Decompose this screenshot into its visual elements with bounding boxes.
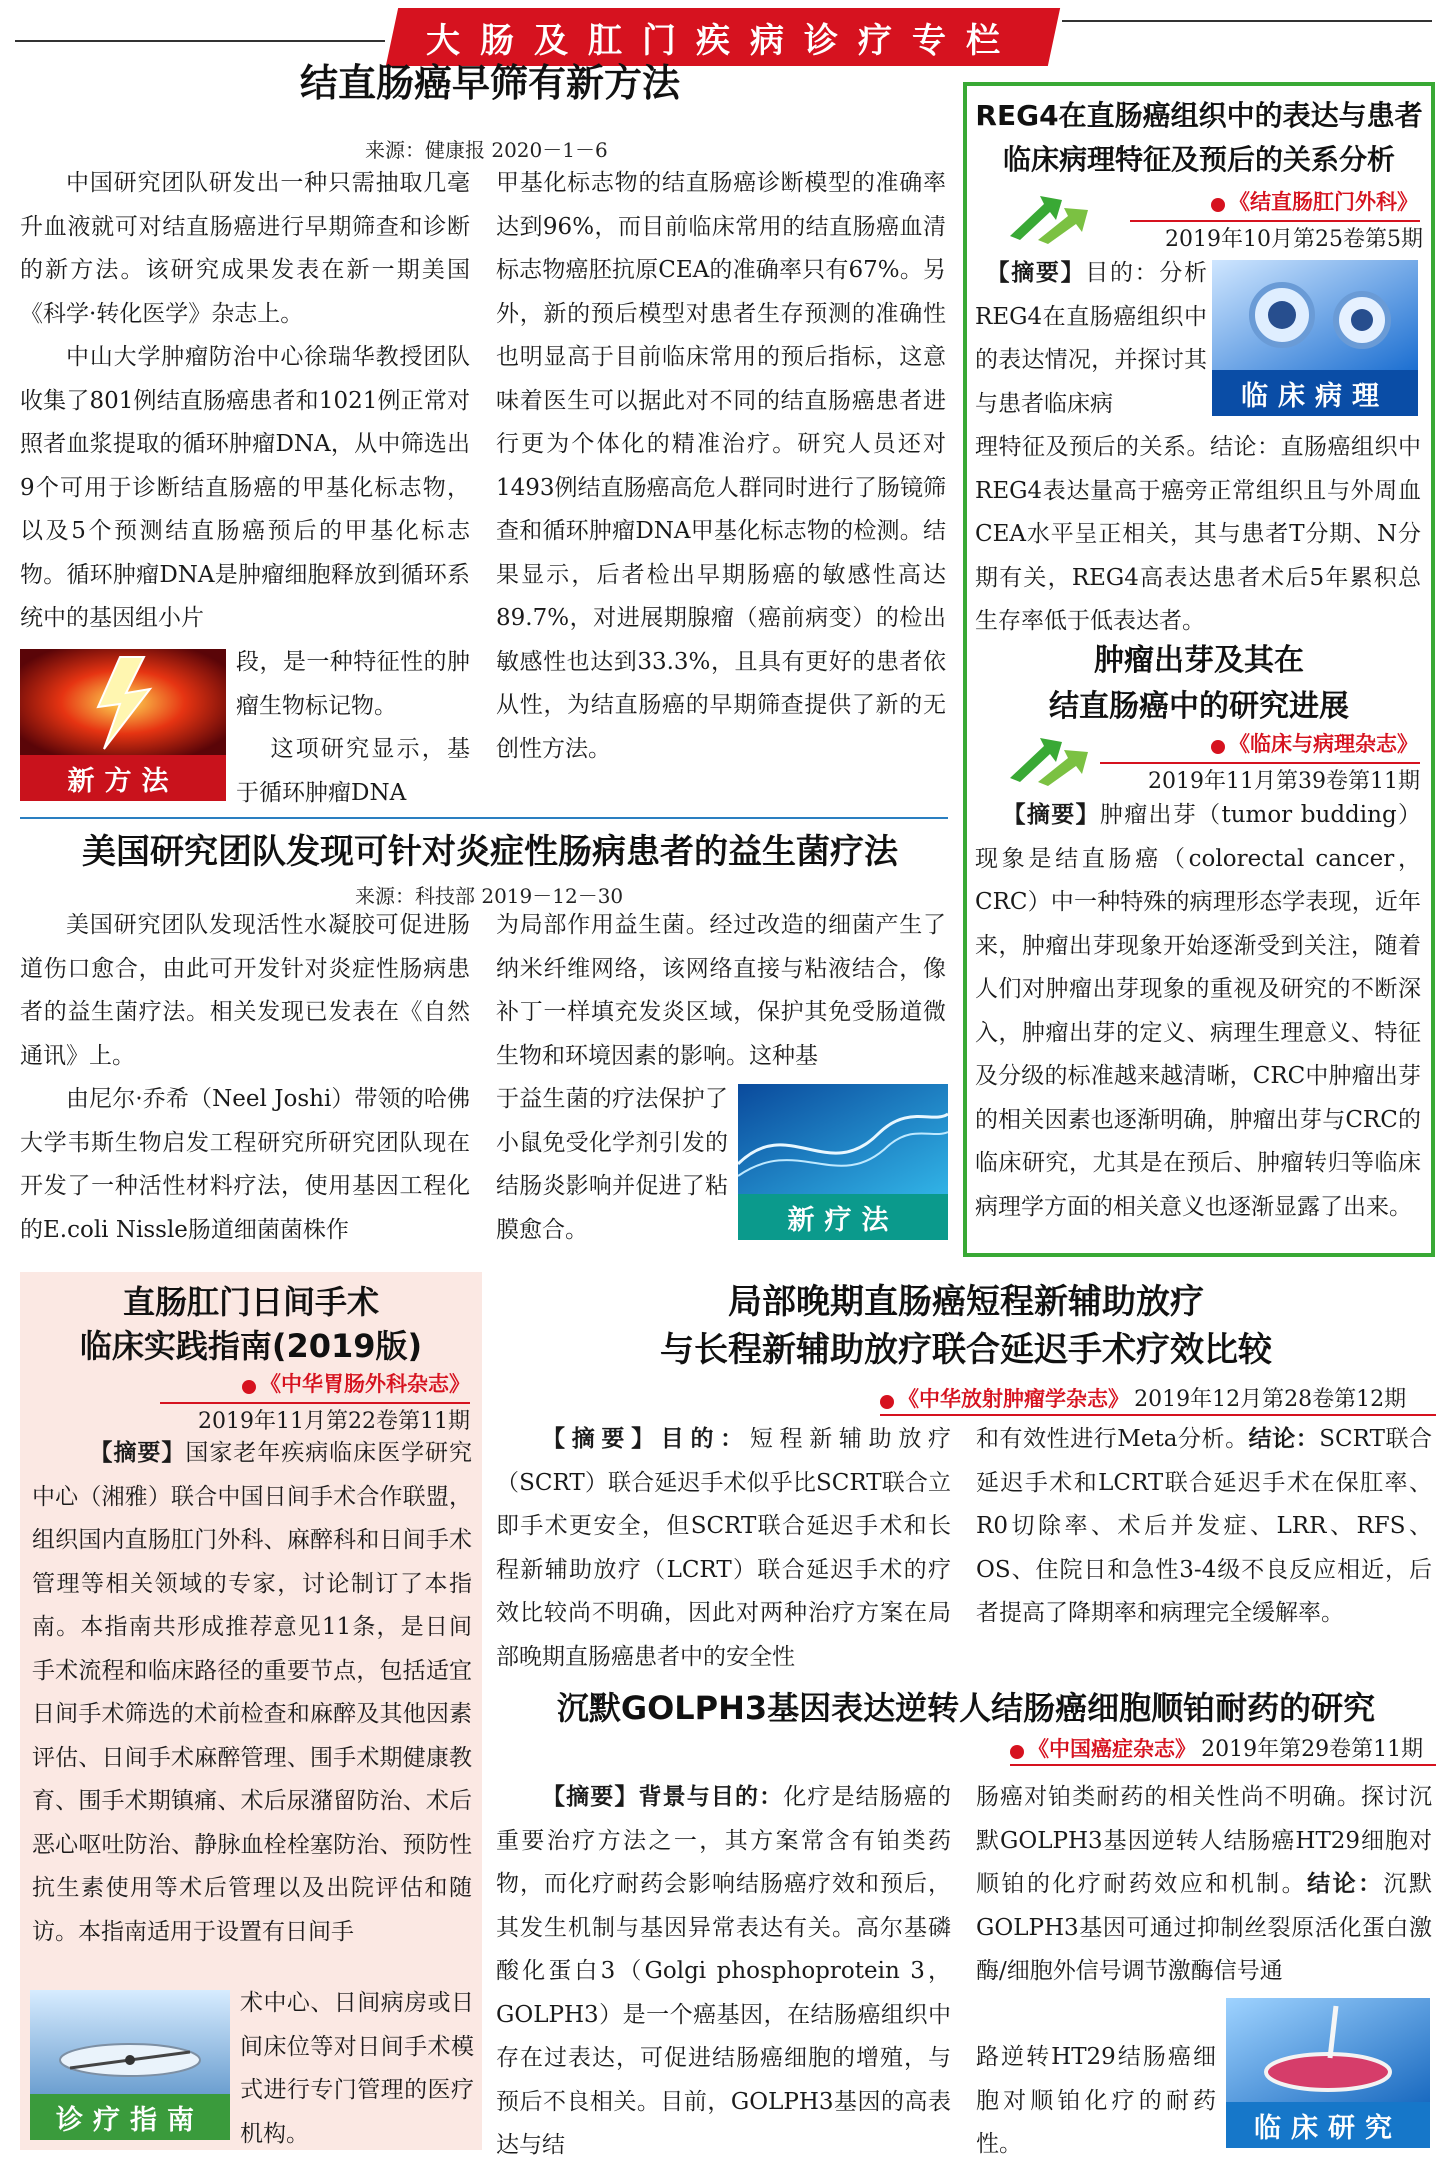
pink-title-line2: 临床实践指南(2019版) — [79, 1327, 423, 1365]
pink-title-line1: 直肠肛门日间手术 — [122, 1283, 379, 1321]
pink-abstract-label: 【摘要】 — [89, 1440, 186, 1466]
pink-date: 2019年11月第22卷第11期 — [198, 1409, 470, 1434]
sidebar1-abstract-start — [975, 252, 1207, 426]
article4-label: 【摘要】背景与目的： — [542, 1784, 784, 1810]
sidebar1-title-line1: REG4在直肠癌组织中的表达与患者 — [975, 99, 1423, 132]
article4-journal-line — [1010, 1732, 1440, 1763]
article1-paragraph: 中山大学肿瘤防治中心徐瑞华教授团队收集了801例结直肠癌患者和1021例正常对照者血浆提取的循环肿瘤DNA，从中筛选出9个可用于诊断结直肠癌的甲基化标志物，以及5个预测结直肠癌预后的甲基化标志物。循环肿瘤DNA是肿瘤细胞释放到循环系统中的基因组小片 — [20, 344, 470, 631]
article4-column-1 — [496, 1776, 951, 2168]
sidebar2-abstract-text: 肿瘤出芽（tumor budding）现象是结直肠癌（colorectal cancer，CRC）中一种特殊的病理形态学表现，近年来，肿瘤出芽现象开始逐渐受到关注，随着人们对肿瘤出芽现象的重视及研究的不断深入，肿瘤出芽的定义、病理生理意义、特征及分级的标准越来越清晰，CRC中肿瘤出芽的相关因素也逐渐明确，肿瘤出芽与CRC的临床研究，尤其是在预后、肿瘤转归等临床病理学方面的相关意义也逐渐显露了出来。 — [975, 802, 1421, 1220]
article2-source: 来源：科技部 2019－12－30 — [355, 884, 624, 908]
article4-date: 2019年第29卷第11期 — [1201, 1737, 1424, 1762]
article1-paragraph: 甲基化标志物的结直肠癌诊断模型的准确率达到96%，而目前临床常用的结直肠癌血清标志物癌胚抗原CEA的准确率只有67%。另外，新的预后模型对患者生存预测的准确性也明显高于目前临床常用的预后指标，这意味着医生可以据此对不同的结直肠癌患者进行更为个体化的精准治疗。研究人员还对1493例结直肠癌高危人群同时进行了肠镜筛查和循环肿瘤DNA甲基化标志物的检测。结果显示，后者检出早期肠癌的敏感性高达89.7%，对进展期腺瘤（癌前病变）的检出敏感性也达到33.3%，且具有更好的患者依从性，为结直肠癌的早期筛查提供了新的无创性方法。 — [496, 170, 946, 762]
article2-column-1 — [20, 904, 470, 1252]
article2-column-2 — [496, 904, 946, 1078]
article4-journal: 《中国癌症杂志》 — [1028, 1737, 1196, 1761]
clinical-research-image — [1226, 1998, 1430, 2148]
article4-text: 肠癌对铂类耐药的相关性尚不明确。探讨沉默GOLPH3基因逆转人结肠癌HT29细胞对顺铂的化疗耐药效应和机制。 — [976, 1784, 1432, 1897]
new-method-image — [20, 649, 226, 801]
journal-dot-icon — [880, 1395, 894, 1409]
pink-abstract-text-wrap: 术中心、日间病房或日间床位等对日间手术模式进行专门管理的医疗机构。 — [240, 1990, 474, 2147]
banner-rule-left — [15, 40, 385, 42]
recycle-arrows-icon — [1004, 190, 1094, 246]
article1-title: 结直肠癌早筛有新方法 — [299, 61, 680, 105]
sidebar2-journal-line — [1148, 728, 1418, 758]
lightning-icon — [20, 649, 226, 755]
microscope-icon — [1212, 260, 1418, 370]
article3-paragraph — [496, 1418, 951, 1679]
article3-text: 短程新辅助放疗（SCRT）联合延迟手术似乎比SCRT联合立即手术更安全，但SCRT联合延迟手术和长程新辅助放疗（LCRT）联合延迟手术的疗效比较尚不明确，因此对两种治疗方案在局部晚期直肠癌患者中的安全性 — [496, 1426, 952, 1670]
article2-column-2-wrap — [496, 1078, 728, 1252]
article4-text: 化疗是结肠癌的重要治疗方法之一，其方案常含有铂类药物，而化疗耐药会影响结肠癌疗效和预后，其发生机制与基因异常表达有关。高尔基磷酸化蛋白3（Golgi phosphoprotein 3，GOLPH3）是一个癌基因，在结肠癌组织中存在过表达，可促进结肠癌细胞的增殖，与预后不良相关。目前，GOLPH3基因的高表达与结 — [496, 1784, 951, 2158]
sidebar2-title-line2: 结直肠癌中的研究进展 — [1049, 689, 1349, 724]
wave-icon — [738, 1084, 948, 1194]
article4-title: 沉默GOLPH3基因表达逆转人结肠癌细胞顺铂耐药的研究 — [556, 1689, 1376, 1727]
new-method-caption: 新方法 — [20, 755, 226, 801]
sidebar2-journal: 《临床与病理杂志》 — [1229, 732, 1418, 756]
sidebar1-abstract-wrap — [975, 252, 1207, 426]
article3-journal-line — [880, 1382, 1440, 1413]
article4-text-wrap: 路逆转HT29结肠癌细胞对顺铂化疗的耐药性。 — [976, 2044, 1216, 2157]
sidebar1-journal: 《结直肠肛门外科》 — [1229, 190, 1418, 214]
article1-column-1-wrap — [236, 641, 470, 815]
article4-column-2 — [976, 1776, 1432, 1994]
article3-journal: 《中华放射肿瘤学杂志》 — [898, 1387, 1129, 1411]
clinical-research-caption: 临床研究 — [1226, 2102, 1430, 2148]
article4-date-line — [1010, 1764, 1436, 1766]
sidebar2-abstract-label: 【摘要】 — [1002, 802, 1100, 828]
pink-abstract-text: 国家老年疾病临床医学研究中心（湘雅）联合中国日间手术合作联盟，组织国内直肠肛门外科、麻醉科和日间手术管理等相关领域的专家，讨论制订了本指南。本指南共形成推荐意见11条，是日间手术流程和临床路径的重要节点，包括适宜日间手术筛选的术前检查和麻醉及其他因素评估、日间手术麻醉管理、围手术期健康教育、围手术期镇痛、术后尿潴留防治、术后恶心呕吐防治、静脉血栓栓塞防治、预防性抗生素使用等术后管理以及出院评估和随访。本指南适用于设置有日间手 — [32, 1440, 473, 1945]
sidebar1-abstract-label: 【摘要】 — [986, 260, 1086, 286]
journal-dot-icon — [1211, 198, 1225, 212]
article3-column-2 — [976, 1418, 1432, 1636]
article4-conclusion-label: 结论： — [1307, 1871, 1384, 1897]
pink-abstract — [32, 1432, 472, 1954]
sidebar1-journal-line — [1148, 186, 1418, 216]
guideline-caption: 诊疗指南 — [30, 2094, 230, 2140]
pink-journal-line — [200, 1368, 470, 1398]
article1-source: 来源：健康报 2020－1－6 — [365, 138, 608, 162]
banner-rule-right — [1062, 20, 1432, 22]
article3-title-line2: 与长程新辅助放疗联合延迟手术疗效比较 — [660, 1330, 1272, 1370]
article3-paragraph — [976, 1418, 1432, 1636]
sidebar2-date: 2019年11月第39卷第11期 — [1148, 769, 1420, 794]
article2-paragraph: 美国研究团队发现活性水凝胶可促进肠道伤口愈合，由此可开发针对炎症性肠病患者的益生菌疗法。相关发现已发表在《自然通讯》上。 — [20, 912, 470, 1069]
sidebar2-abstract-paragraph — [975, 794, 1421, 1229]
article4-column-2-wrap — [976, 2036, 1216, 2167]
article3-conclusion-label: 结论： — [1248, 1426, 1320, 1452]
guideline-image — [30, 1990, 230, 2140]
journal-dot-icon — [242, 1380, 256, 1394]
sidebar1-title-line2: 临床病理特征及预后的关系分析 — [1002, 143, 1395, 176]
sidebar1-abstract-text-rest: 理特征及预后的关系。结论：直肠癌组织中REG4表达量高于癌旁正常组织且与外周血CEA水平呈正相关，其与患者T分期、N分期有关，REG4高表达患者术后5年累积总生存率低于低表达者。 — [975, 434, 1421, 634]
pink-abstract-paragraph — [32, 1432, 472, 1954]
journal-dot-icon — [1010, 1745, 1024, 1759]
sidebar2-abstract — [975, 794, 1421, 1229]
article3-column-1 — [496, 1418, 951, 1679]
sidebar2-title-line1: 肿瘤出芽及其在 — [1094, 643, 1304, 678]
pink-abstract-wrap — [240, 1982, 474, 2156]
article2-paragraph: 由尼尔·乔希（Neel Joshi）带领的哈佛大学韦斯生物启发工程研究所研究团队现在开发了一种活性材料疗法，使用基因工程化的E.coli Nissle肠道细菌菌株作 — [20, 1086, 470, 1243]
article3-text: SCRT联合延迟手术和LCRT联合延迟手术在保肛率、R0切除率、术后并发症、LRR、RFS、OS、住院日和急性3-4级不良反应相近，后者提高了降期率和病理完全缓解率。 — [976, 1426, 1433, 1626]
article3-date-line — [880, 1414, 1436, 1416]
article1-paragraph: 段，是一种特征性的肿瘤生物标记物。 — [236, 649, 470, 719]
column-banner: 大肠及肛门疾病诊疗专栏 — [426, 20, 1020, 61]
sidebar1-title — [970, 94, 1428, 182]
pink-journal: 《中华胃肠外科杂志》 — [260, 1372, 470, 1396]
new-therapy-caption: 新疗法 — [738, 1194, 948, 1240]
sidebar2-title — [970, 638, 1428, 730]
sidebar1-date: 2019年10月第25卷第5期 — [1165, 227, 1423, 252]
article2-paragraph: 于益生菌的疗法保护了小鼠免受化学剂引发的结肠炎影响并促进了粘膜愈合。 — [496, 1086, 728, 1243]
clinical-pathology-caption: 临床病理 — [1212, 370, 1418, 416]
article1-column-2 — [496, 162, 946, 771]
article3-text: 和有效性进行Meta分析。 — [976, 1426, 1249, 1452]
pink-title — [20, 1280, 482, 1368]
sidebar1-abstract-rest — [975, 426, 1421, 644]
article2-paragraph: 为局部作用益生菌。经过改造的细菌产生了纳米纤维网络，该网络直接与粘液结合，像补丁一样填充发炎区域，保护其免受肠道微生物和环境因素的影响。这种基 — [496, 912, 946, 1069]
article1-column-1 — [20, 162, 470, 641]
petri-dish-icon — [1226, 1998, 1430, 2102]
section-divider — [20, 817, 948, 819]
clinical-pathology-image — [1212, 260, 1418, 416]
article3-label: 【摘要】目的： — [542, 1426, 750, 1452]
sidebar1-abstract-text: 目的：分析REG4在直肠癌组织中的表达情况，并探讨其与患者临床病 — [975, 260, 1207, 417]
article4-paragraph — [976, 1776, 1432, 1994]
article1-paragraph: 中国研究团队研发出一种只需抽取几毫升血液就可对结直肠癌进行早期筛查和诊断的新方法。该研究成果发表在新一期美国《科学·转化医学》杂志上。 — [20, 170, 470, 327]
article1-paragraph: 这项研究显示，基于循环肿瘤DNA — [236, 736, 470, 806]
compass-icon — [30, 1990, 230, 2094]
recycle-arrows-icon — [1004, 732, 1094, 788]
article3-title — [496, 1278, 1436, 1374]
article4-paragraph — [496, 1776, 951, 2168]
article2-title: 美国研究团队发现可针对炎症性肠病患者的益生菌疗法 — [82, 832, 898, 872]
article3-date: 2019年12月第28卷第12期 — [1134, 1387, 1407, 1412]
article3-title-line1: 局部晚期直肠癌短程新辅助放疗 — [728, 1282, 1204, 1322]
new-therapy-image — [738, 1084, 948, 1240]
article4-text: 沉默GOLPH3基因可通过抑制丝裂原活化蛋白激酶/细胞外信号调节激酶信号通 — [976, 1871, 1433, 1984]
journal-dot-icon — [1211, 740, 1225, 754]
